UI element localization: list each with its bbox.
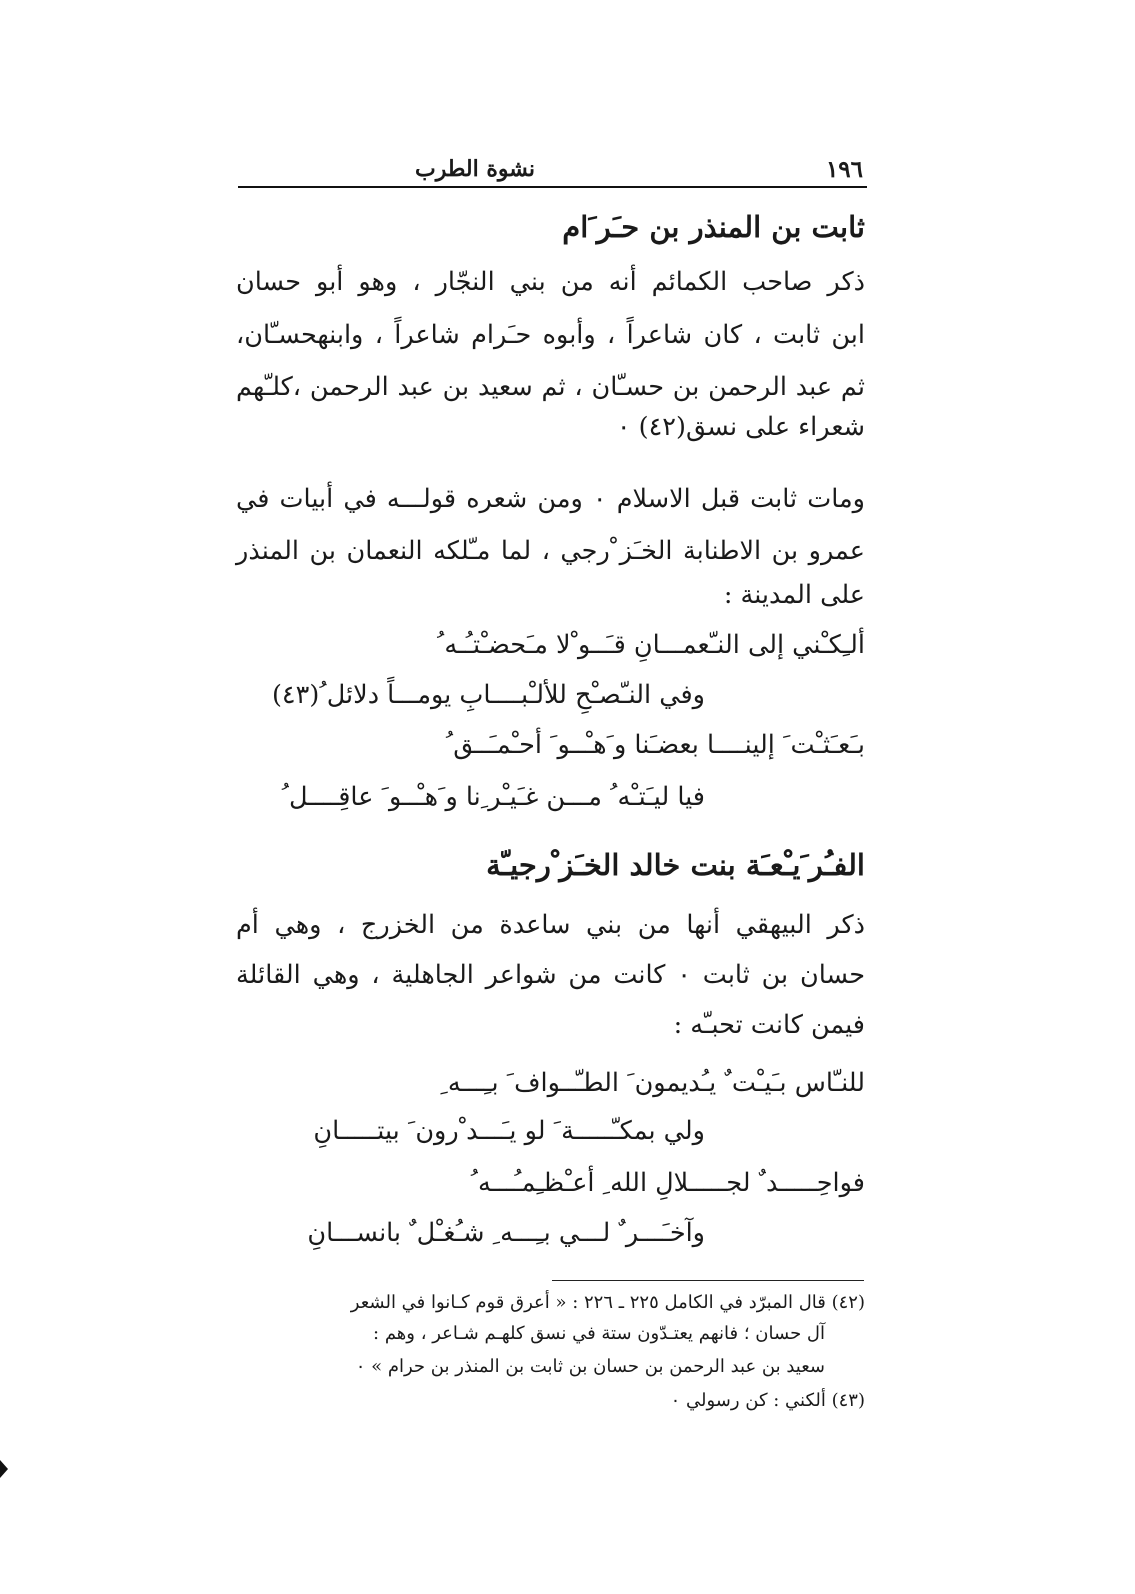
paragraph-line: ابن ثابت ، كان شاعراً ، وأبوه حـَرام شاعراً ، وابنهحسـّان، [236, 320, 865, 350]
verse-line: ألـِكـْني إلى النـّعمـــانِ قـَــو ْلا مـَحضـْتـُـه ُ [436, 630, 865, 660]
footnote-42-line: (٤٢) قال المبرّد في الكامل ٢٢٥ ـ ٢٢٦ : « أعرق قوم كـانوا في الشعر [350, 1292, 865, 1313]
section-2-title: الفـُر َيـْعـَة بنت خالد الخـَز ْرجيـّة [486, 848, 865, 882]
verse-line: فيا ليـَتـْه ُ مـــن غـَيـْر ِنا و َهـْــو َ عاقِــــل ُ [281, 782, 705, 812]
paragraph-line: فيمن كانت تحبـّه : [673, 1010, 865, 1040]
footnote-42-line: آل حسان ؛ فانهم يعتـدّون ستة في نسق كلهـم شـاعر ، وهم : [373, 1323, 825, 1344]
binding-edge-mark [0, 1460, 8, 1478]
verse-line: وفي النـّصـْحِ للألـْبــــابِ يومـــاً دلائل ُ(٤٣) [271, 680, 705, 710]
header-rule [238, 186, 867, 188]
paragraph-line: ذكر صاحب الكمائم أنه من بني النجّار ، وهو أبو حسان [236, 267, 865, 297]
running-title: نشوة الطرب [415, 156, 536, 182]
footnote-42-line: سعيد بن عبد الرحمن بن حسان بن ثابت بن المنذر بن حرام » ٠ [355, 1356, 825, 1377]
paragraph-line: على المدينة : [723, 580, 865, 610]
verse-line: فواحِـــــد ٌ لجـــــلالِ الله ِ أعـْظـِمـُـــه ُ [470, 1168, 865, 1198]
paragraph-line: ذكر البيهقي أنها من بني ساعدة من الخزرج ، وهي أم [236, 910, 865, 940]
verse-line: بـَعـَثـْت َ إلينــــا بعضـَنا و َهـْــو َ أحـْمـَــق ُ [445, 730, 865, 760]
paragraph-line: عمرو بن الاطنابة الخـَز ْرجي ، لما مـّلكه النعمان بن المنذر [236, 536, 865, 566]
paragraph-line: حسان بن ثابت ٠ كانت من شواعر الجاهلية ، وهي القائلة [236, 960, 865, 990]
page-number: ١٩٦ [825, 155, 863, 183]
verse-line: للنـّاس بـَيـْت ٌ يـُديمون َ الطـّــواف َ بـِـــه ِ [440, 1068, 865, 1098]
verse-line: وآخـَـــر ٌ لـــي بـِـــه ِ شـُغـْل ٌ بانســـانِ [307, 1218, 705, 1248]
section-1-title: ثابت بن المنذر بن حـَر َام [562, 210, 865, 244]
footnote-43: (٤٣) ألكني : كن رسولي ٠ [670, 1390, 865, 1411]
paragraph-line: ومات ثابت قبل الاسلام ٠ ومن شعره قولـــه في أبيات في [236, 484, 865, 514]
paragraph-line: ثم عبد الرحمن بن حسـّان ، ثم سعيد بن عبد الرحمن ،كلـّهم [236, 372, 865, 402]
footnote-rule [552, 1280, 864, 1281]
page-header [240, 154, 867, 184]
verse-line: ولي بمكـّـــــة َ لو يـَـــد ْرون َ بيتـــــانِ [313, 1116, 705, 1146]
paragraph-line: شعراء على نسق(٤٢) ٠ [616, 412, 865, 442]
